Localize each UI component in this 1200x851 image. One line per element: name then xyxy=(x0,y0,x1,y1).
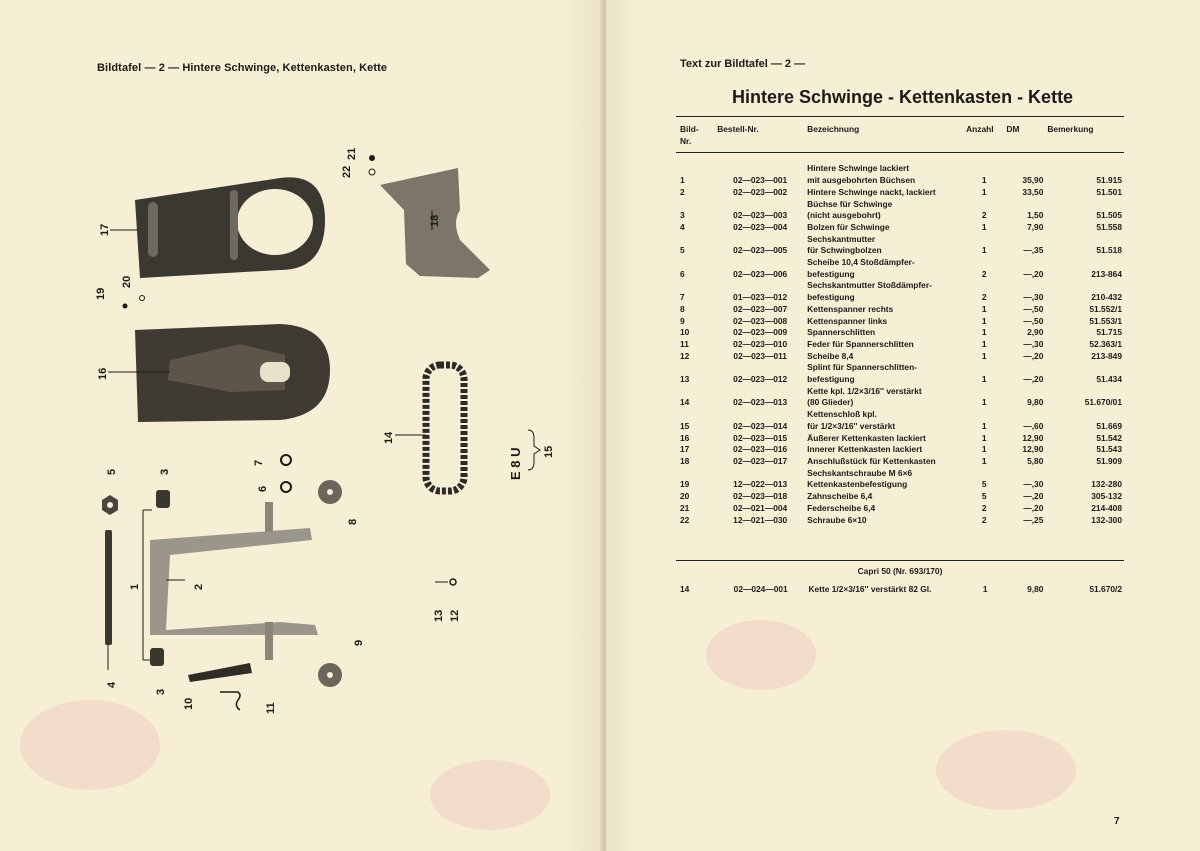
cell-bestell: 02—023—014 xyxy=(733,420,788,431)
cell-bezeichnung xyxy=(805,327,964,339)
parts-table-header xyxy=(676,124,1124,152)
cell-nr: 16 xyxy=(680,432,690,443)
table-row xyxy=(676,163,1124,186)
table-row xyxy=(676,222,1124,234)
description-line: Sechskantmutter xyxy=(807,233,876,244)
cell-nr: 20 xyxy=(680,491,690,502)
cell-bestell: 02—023—010 xyxy=(733,338,788,349)
cell-nr: 15 xyxy=(680,420,690,431)
description-line: Scheibe 8,4 xyxy=(807,350,854,361)
table-row xyxy=(676,468,1124,491)
cell-bemerkung: 214-408 xyxy=(1091,502,1122,513)
cell-nr: 6 xyxy=(680,268,685,279)
description-line: befestigung xyxy=(807,374,855,385)
table-row xyxy=(676,491,1124,503)
description-line: Kettenspanner links xyxy=(807,315,888,326)
description-line: (nicht ausgebohrt) xyxy=(807,210,881,221)
callout-7: 7 xyxy=(253,459,265,466)
description-line: Spannerschlitten xyxy=(807,327,876,338)
cell-anzahl: 1 xyxy=(981,315,987,326)
cell-bestell: 02—023—015 xyxy=(733,432,788,443)
cell-bemerkung: 213-849 xyxy=(1091,350,1122,361)
cell-nr: 22 xyxy=(680,514,690,525)
cell-nr: 17 xyxy=(680,444,690,455)
cell-bemerkung: 51.543 xyxy=(1096,444,1122,455)
cell-nr: 14 xyxy=(680,397,690,408)
description-line: Scheibe 10,4 Stoßdämpfer- xyxy=(807,257,915,268)
description-line: Hintere Schwinge nackt, lackiert xyxy=(807,186,936,197)
swing-arm-part xyxy=(129,502,318,660)
callout-5: 5 xyxy=(106,468,118,475)
cell-anzahl: 2 xyxy=(981,210,987,221)
description-line: Innerer Kettenkasten lackiert xyxy=(807,444,923,455)
cell-bezeichnung xyxy=(805,222,964,234)
description-line: mit ausgebohrten Büchsen xyxy=(807,175,916,186)
table-row xyxy=(676,362,1124,385)
cell-dm: 12,90 xyxy=(1022,444,1044,455)
cell-bestell: 02—023—002 xyxy=(733,186,788,197)
cell-bezeichnung xyxy=(805,444,964,456)
description-line: Hintere Schwinge lackiert xyxy=(807,163,910,174)
cell-bemerkung: 51.670/01 xyxy=(1084,397,1122,408)
description-line: Sechskantmutter Stoßdämpfer- xyxy=(807,280,932,291)
cell-dm: —,50 xyxy=(1023,315,1044,326)
table-row xyxy=(676,199,1124,222)
table-row xyxy=(676,316,1124,328)
cell-anzahl: 1 xyxy=(981,186,987,197)
cell-bestell: 02—023—003 xyxy=(733,210,788,221)
cell-dm: 9,80 xyxy=(1027,397,1044,408)
header-bezeichnung: Bezeichnung xyxy=(807,124,860,134)
cell-anzahl: 1 xyxy=(981,455,987,466)
description-line: für Schwingbolzen xyxy=(807,245,882,256)
table-row xyxy=(676,515,1124,527)
header-bestell-nr: Bestell-Nr. xyxy=(717,124,759,134)
chain-part xyxy=(383,365,464,491)
cell-bezeichnung xyxy=(805,234,964,257)
cell-bemerkung: 51.715 xyxy=(1096,327,1122,338)
cell-nr: 11 xyxy=(680,338,689,349)
cell-anzahl: 1 xyxy=(981,432,987,443)
callout-13: 13 xyxy=(433,609,445,622)
cell-bemerkung: 210-432 xyxy=(1091,292,1122,303)
table-row xyxy=(676,234,1124,257)
exploded-parts-diagram xyxy=(80,130,580,730)
cell-bestell: 02—023—005 xyxy=(733,245,788,256)
table-row xyxy=(676,386,1124,409)
cell-bezeichnung xyxy=(805,503,964,515)
callout-10: 10 xyxy=(183,697,195,710)
cell-nr: 12 xyxy=(680,350,690,361)
callout-2: 2 xyxy=(193,583,205,590)
plate-text-subtitle: Text zur Bildtafel — 2 — xyxy=(680,58,806,70)
cell-bestell: 02—023—006 xyxy=(733,268,788,279)
cell-dm: —,50 xyxy=(1023,303,1044,314)
cell-nr: 8 xyxy=(680,303,685,314)
description-line: Kette kpl. 1/2×3/16'' verstärkt xyxy=(807,385,922,396)
cell-dm: —,20 xyxy=(1023,502,1044,513)
cell-bezeichnung xyxy=(805,316,964,328)
cell-dm: —,30 xyxy=(1023,292,1044,303)
cell-bezeichnung xyxy=(805,386,964,409)
chain-lock-part xyxy=(508,430,555,480)
bolt-part xyxy=(105,530,118,688)
cell-bezeichnung xyxy=(805,351,964,363)
cell-bemerkung: 51.542 xyxy=(1096,432,1122,443)
cell-bezeichnung xyxy=(805,433,964,445)
cell-bemerkung: 51.518 xyxy=(1096,245,1122,256)
cell-bezeichnung xyxy=(805,257,964,280)
table-row xyxy=(676,433,1124,445)
cell-anzahl: 1 xyxy=(982,584,988,594)
cell-nr: 14 xyxy=(680,584,690,594)
cell-anzahl: 2 xyxy=(981,514,987,525)
cell-bestell: 02—023—007 xyxy=(733,303,788,314)
cell-bestell: 02—023—012 xyxy=(733,374,788,385)
cell-dm: 7,90 xyxy=(1027,221,1044,232)
cell-bemerkung: 51.434 xyxy=(1096,374,1122,385)
cell-dm: 2,90 xyxy=(1027,327,1044,338)
description-line: Schraube 6×10 xyxy=(807,514,867,525)
cell-dm: —,25 xyxy=(1023,514,1044,525)
cell-dm: —,35 xyxy=(1023,245,1044,256)
cell-anzahl: 1 xyxy=(981,303,987,314)
cell-anzahl: 1 xyxy=(981,338,987,349)
cell-dm: 33,50 xyxy=(1022,186,1044,197)
plate-heading: Bildtafel — 2 — Hintere Schwinge, Kettenkasten, Kette xyxy=(97,62,388,74)
callout-16: 16 xyxy=(97,367,109,380)
table-row xyxy=(676,503,1124,515)
header-bemerkung: Bemerkung xyxy=(1047,124,1094,134)
tensioner-slide-part xyxy=(183,663,277,714)
description-line: Kettenkastenbefestigung xyxy=(807,479,908,490)
cell-bezeichnung xyxy=(805,409,964,432)
cell-bezeichnung: Kette 1/2×3/16'' verstärkt 82 Gl. xyxy=(808,584,932,594)
header-anzahl: Anzahl xyxy=(966,124,994,134)
callout-1: 1 xyxy=(129,583,141,590)
callout-4: 4 xyxy=(106,681,118,688)
cell-nr: 5 xyxy=(680,245,685,256)
capri-rule xyxy=(676,560,1124,561)
cell-anzahl: 1 xyxy=(981,221,987,232)
capri-table xyxy=(676,584,1124,596)
cell-bestell: 02—023—008 xyxy=(733,315,788,326)
cell-bestell: 02—024—001 xyxy=(733,584,788,594)
description-line: Äußerer Kettenkasten lackiert xyxy=(807,432,926,443)
cell-nr: 1 xyxy=(680,175,685,186)
cell-bestell: 02—023—004 xyxy=(733,221,788,232)
paper-stain xyxy=(706,620,816,690)
table-row xyxy=(676,351,1124,363)
fold-shadow xyxy=(606,0,636,851)
cell-anzahl: 1 xyxy=(981,245,987,256)
cell-bestell: 02—023—018 xyxy=(733,491,788,502)
header-dm: DM xyxy=(1006,124,1020,134)
cell-dm: 9,80 xyxy=(1027,584,1044,594)
description-line: für 1/2×3/16'' verstärkt xyxy=(807,420,896,431)
callout-20: 20 xyxy=(121,275,133,288)
cell-anzahl: 1 xyxy=(981,444,987,455)
cell-bezeichnung xyxy=(805,280,964,303)
cell-nr: 9 xyxy=(680,315,685,326)
cell-bemerkung: 51.505 xyxy=(1096,210,1122,221)
cell-bemerkung: 305-132 xyxy=(1091,491,1122,502)
split-pin-washer-group xyxy=(433,579,461,622)
cell-bestell: 02—023—011 xyxy=(733,350,787,361)
cell-bestell: 02—023—016 xyxy=(733,444,788,455)
connector-piece-part xyxy=(380,168,490,278)
cell-bemerkung: 132-280 xyxy=(1091,479,1122,490)
description-line: (80 Glieder) xyxy=(807,397,854,408)
cell-anzahl: 5 xyxy=(981,479,987,490)
description-line: Federscheibe 6,4 xyxy=(807,502,876,513)
cell-bemerkung: 213-864 xyxy=(1091,268,1122,279)
callout-9: 9 xyxy=(353,639,365,646)
cell-bemerkung: 132-300 xyxy=(1091,514,1122,525)
cell-bemerkung: 51.909 xyxy=(1096,455,1122,466)
cell-bezeichnung xyxy=(805,163,964,186)
description-line: Feder für Spannerschlitten xyxy=(807,338,914,349)
cell-bezeichnung xyxy=(805,491,964,503)
description-line: Sechskantschraube M 6×6 xyxy=(807,467,913,478)
cell-bemerkung: 51.670/2 xyxy=(1089,584,1122,594)
cell-nr: 7 xyxy=(680,292,685,303)
cell-dm: 12,90 xyxy=(1022,432,1044,443)
description-line: befestigung xyxy=(807,292,855,303)
table-row xyxy=(676,304,1124,316)
callout-11: 11 xyxy=(265,702,277,714)
title-rule xyxy=(676,116,1124,117)
cell-bezeichnung xyxy=(805,456,964,468)
cell-bestell: 02—023—017 xyxy=(733,455,788,466)
description-line: Anschlußstück für Kettenkasten xyxy=(807,455,936,466)
cell-anzahl: 2 xyxy=(981,292,987,303)
description-line: Bolzen für Schwinge xyxy=(807,221,890,232)
cell-dm: 5,80 xyxy=(1027,455,1044,466)
description-line: Kettenschloß kpl. xyxy=(807,409,877,420)
cell-bemerkung: 51.558 xyxy=(1096,221,1122,232)
description-line: Zahnscheibe 6,4 xyxy=(807,491,873,502)
cell-nr: 21 xyxy=(680,502,690,513)
cell-dm: 1,50 xyxy=(1027,210,1044,221)
cell-anzahl: 1 xyxy=(981,350,987,361)
bush-part xyxy=(156,469,171,508)
table-row xyxy=(676,456,1124,468)
cell-nr: 4 xyxy=(680,221,685,232)
cell-nr: 3 xyxy=(680,210,685,221)
table-row xyxy=(676,280,1124,303)
cell-anzahl: 2 xyxy=(981,502,987,513)
chain-tensioner-left-part xyxy=(318,640,365,687)
cell-bezeichnung xyxy=(805,515,964,527)
paper-stain xyxy=(430,760,550,830)
callout-6: 6 xyxy=(257,485,269,492)
page-number: 7 xyxy=(1114,816,1120,827)
table-row xyxy=(676,409,1124,432)
cell-bezeichnung xyxy=(805,339,964,351)
callout-15: 15 xyxy=(543,445,555,458)
cell-dm: 35,90 xyxy=(1022,175,1044,186)
cell-bezeichnung xyxy=(805,187,964,199)
cell-dm: —,20 xyxy=(1023,491,1044,502)
cell-dm: —,20 xyxy=(1023,350,1044,361)
callout-21: 21 xyxy=(346,147,358,160)
cell-bemerkung: 51.553/1 xyxy=(1089,315,1122,326)
washer-group xyxy=(253,455,291,492)
description-line: Büchse für Schwinge xyxy=(807,198,893,209)
cell-bestell: 12—022—013 xyxy=(733,479,788,490)
cell-nr: 19 xyxy=(680,479,690,490)
cell-bezeichnung xyxy=(805,199,964,222)
cell-bestell: 02—023—009 xyxy=(733,327,788,338)
cell-bemerkung: 52.363/1 xyxy=(1089,338,1122,349)
cell-nr: 2 xyxy=(680,186,685,197)
cell-bestell: 02—021—004 xyxy=(733,502,788,513)
nut-part xyxy=(102,469,118,515)
description-line: befestigung xyxy=(807,268,855,279)
outer-chain-case-part xyxy=(97,324,330,422)
cell-anzahl: 1 xyxy=(981,420,987,431)
callout-18: 18 xyxy=(429,214,441,227)
callout-12: 12 xyxy=(449,609,461,622)
table-row xyxy=(676,187,1124,199)
cell-nr: 13 xyxy=(680,374,690,385)
cell-bestell: 01—023—012 xyxy=(733,292,788,303)
section-title: Hintere Schwinge - Kettenkasten - Kette xyxy=(732,87,1074,107)
cell-dm: —,30 xyxy=(1023,338,1044,349)
right-page xyxy=(606,0,1200,851)
cell-bestell: 02—023—001 xyxy=(733,175,788,186)
cell-bezeichnung xyxy=(805,362,964,385)
cell-anzahl: 1 xyxy=(981,397,987,408)
callout-8: 8 xyxy=(347,518,359,525)
table-row xyxy=(676,339,1124,351)
cell-bemerkung: 51.915 xyxy=(1096,175,1122,186)
header-bild-nr: Bild- Nr. xyxy=(680,124,699,146)
cell-anzahl: 2 xyxy=(981,268,987,279)
description-line: Splint für Spannerschlitten- xyxy=(807,362,917,373)
paper-stain xyxy=(936,730,1076,810)
callout-19: 19 xyxy=(95,287,107,300)
callout-3-lower: 3 xyxy=(155,688,167,695)
table-row xyxy=(676,257,1124,280)
chain-tensioner-right-part xyxy=(318,480,359,525)
callout-22: 22 xyxy=(341,165,353,178)
parts-table xyxy=(676,124,1124,526)
cell-dm: —,60 xyxy=(1023,420,1044,431)
callout-3: 3 xyxy=(159,468,171,475)
cell-anzahl: 1 xyxy=(981,327,987,338)
callout-14: 14 xyxy=(383,431,395,444)
inner-chain-case-part xyxy=(99,177,325,278)
cell-bemerkung: 51.552/1 xyxy=(1089,303,1122,314)
table-row xyxy=(676,584,1124,596)
cell-anzahl: 1 xyxy=(981,374,987,385)
table-row xyxy=(676,327,1124,339)
cell-dm: —,20 xyxy=(1023,268,1044,279)
cell-dm: —,20 xyxy=(1023,374,1044,385)
cell-anzahl: 5 xyxy=(981,491,987,502)
chain-lock-marking: E 8 U xyxy=(508,447,523,480)
cell-bezeichnung xyxy=(805,468,964,491)
bush-part-lower xyxy=(150,648,167,695)
cell-anzahl: 1 xyxy=(981,175,987,186)
description-line: Kettenspanner rechts xyxy=(807,303,894,314)
cell-nr: 10 xyxy=(680,327,690,338)
cell-bezeichnung xyxy=(805,304,964,316)
cell-dm: —,30 xyxy=(1023,479,1044,490)
table-row xyxy=(676,444,1124,456)
capri-heading: Capri 50 (Nr. 693/170) xyxy=(857,566,943,576)
cell-bemerkung: 51.669 xyxy=(1096,420,1122,431)
cell-bemerkung: 51.501 xyxy=(1096,186,1122,197)
cell-bestell: 02—023—013 xyxy=(733,397,788,408)
cell-nr: 18 xyxy=(680,455,690,466)
cell-bestell: 12—021—030 xyxy=(733,514,788,525)
callout-17: 17 xyxy=(99,223,111,236)
